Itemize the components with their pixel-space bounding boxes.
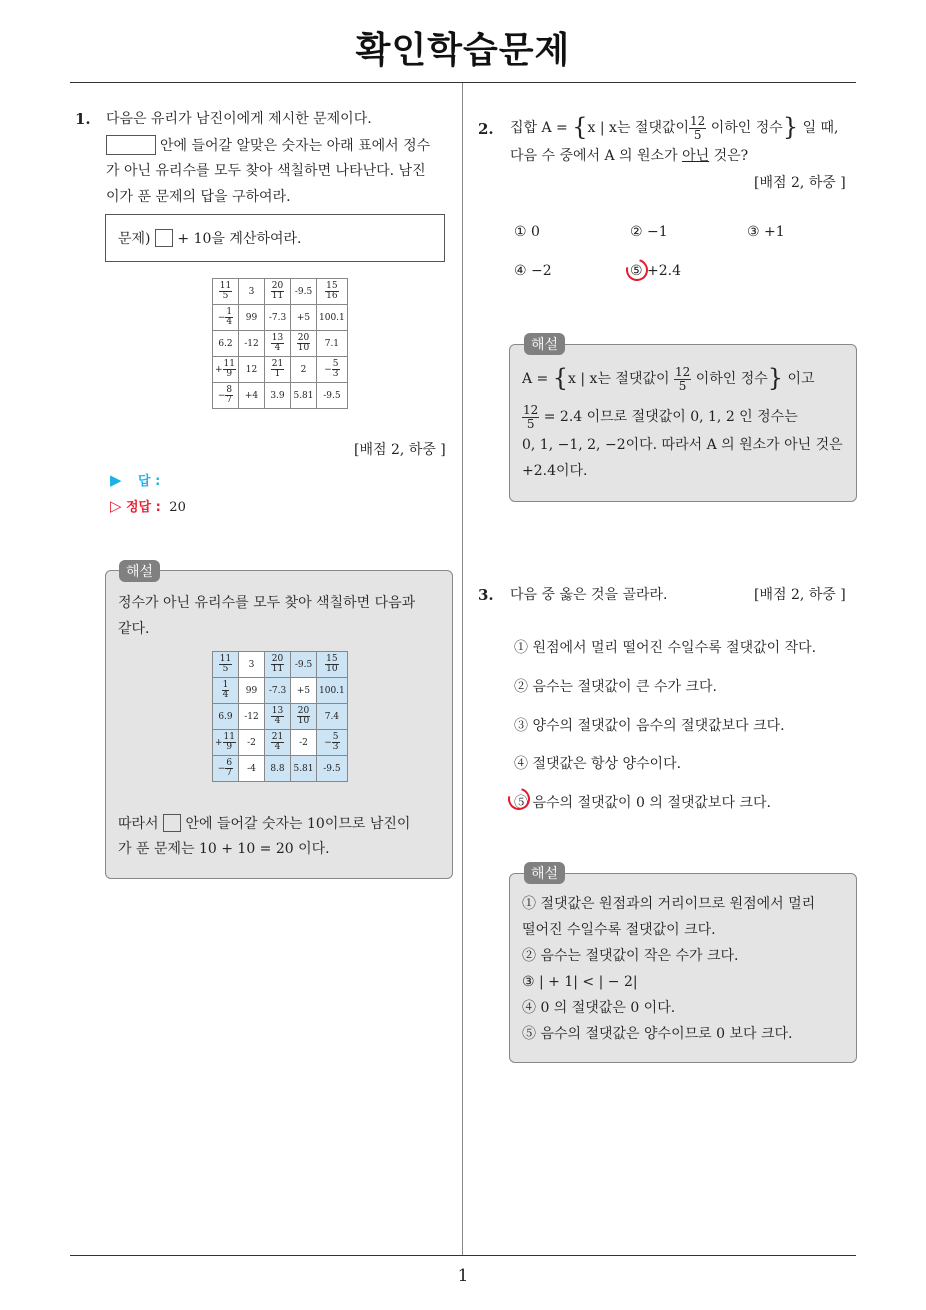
q1-score: [배점 2, 하중 ] [354, 442, 446, 458]
q1-problem-box [105, 214, 445, 262]
grid-cell: $\frac{20}{10}$ [291, 704, 317, 730]
q1-line4: 이가 푼 문제의 답을 구하여라. [106, 189, 291, 205]
grid-cell: 2 [291, 357, 317, 383]
play-icon: ▶ [110, 471, 122, 489]
grid-cell: +5 [291, 305, 317, 331]
left-brace: { [572, 113, 588, 141]
q3-sol-line3: ② 음수는 절댓값이 작은 수가 크다. [522, 948, 739, 964]
grid-cell: +5 [291, 678, 317, 704]
q2-stem-after: 일 때, [802, 120, 839, 136]
grid-cell: 99 [239, 678, 265, 704]
q3-sol-line5: ④ 0 의 절댓값은 0 이다. [522, 1000, 676, 1016]
q2-option-3[interactable]: ③ +1 [747, 224, 785, 240]
q3-option-2[interactable]: ② 음수는 절댓값이 큰 수가 크다. [514, 679, 717, 695]
grid-row [213, 279, 348, 305]
q3-sol-line6: ⑤ 음수의 절댓값은 양수이므로 0 보다 크다. [522, 1026, 793, 1042]
q2-sol-line3: 0, 1, −1, 2, −2이다. 따라서 A 의 원소가 아닌 것은 [522, 437, 843, 453]
q2-option-1[interactable]: ① 0 [514, 224, 540, 240]
column-divider [462, 83, 463, 1255]
q3-option-4[interactable]: ④ 절댓값은 항상 양수이다. [514, 756, 682, 772]
grid-cell: − $\frac{8}{7}$ [213, 383, 239, 409]
q1-line3: 가 아닌 유리수를 모두 찾아 색칠하면 나타난다. 남진 [106, 163, 426, 179]
sol-line3-prefix: 따라서 [118, 816, 159, 832]
q3-number: 3. [478, 586, 494, 604]
grid-cell: 6.2 [213, 331, 239, 357]
grid-cell: 7.4 [317, 704, 348, 730]
grid-cell: -9.5 [291, 652, 317, 678]
q3-solution-tag: 해설 [524, 862, 565, 884]
right-brace: } [782, 113, 799, 141]
problem-prefix: 문제) [118, 231, 151, 247]
grid-cell: − $\frac{5}{3}$ [317, 357, 348, 383]
q2-option-2[interactable]: ② −1 [630, 224, 668, 240]
grid-cell: $\frac{13}{4}$ [265, 704, 291, 730]
grid-cell: + $\frac{11}{9}$ [213, 357, 239, 383]
bottom-rule [70, 1255, 856, 1256]
correct-label: 정답 : [126, 500, 161, 515]
q2-line2-before: 다음 수 중에서 A 의 원소가 [510, 148, 678, 164]
q1-sol-line4: 가 푼 문제는 10 + 10 = 20 이다. [118, 841, 330, 857]
grid-cell: -7.3 [265, 305, 291, 331]
grid-cell: 8.8 [265, 756, 291, 782]
grid-row [213, 730, 348, 756]
grid-cell: +4 [239, 383, 265, 409]
grid-cell: -2 [239, 730, 265, 756]
grid-cell: -2 [291, 730, 317, 756]
problem-suffix: + 10을 계산하여라. [177, 231, 302, 247]
grid-cell: $\frac{20}{11}$ [265, 652, 291, 678]
answer-label: 답 : [138, 474, 161, 489]
grid-cell: -12 [239, 331, 265, 357]
q3-sol-line2: 떨어진 수일수록 절댓값이 크다. [522, 922, 716, 938]
problem-blank [155, 229, 173, 247]
q3-option-1[interactable]: ① 원점에서 멀리 떨어진 수일수록 절댓값이 작다. [514, 640, 817, 656]
grid-cell: $\frac{11}{5}$ [213, 279, 239, 305]
q2-stem [510, 112, 839, 146]
q1-line2 [106, 135, 430, 156]
q1-sol-line3 [118, 814, 410, 834]
q3-option-5[interactable]: ⑤ 음수의 절댓값이 0 의 절댓값보다 크다. [514, 795, 771, 811]
answer-blank [106, 135, 156, 155]
top-rule [70, 82, 856, 83]
grid-cell: $\frac{20}{11}$ [265, 279, 291, 305]
sol-line3-suffix: 안에 들어갈 숫자는 10이므로 남진이 [185, 816, 411, 832]
grid-cell: $\frac{1}{4}$ [213, 678, 239, 704]
grid-row [213, 756, 348, 782]
q1-sol-line2: 같다. [118, 621, 150, 637]
grid-cell: $\frac{15}{16}$ [317, 279, 348, 305]
q2-line2-underlined: 아닌 [682, 148, 710, 164]
grid-cell: 3 [239, 279, 265, 305]
grid-row [213, 652, 348, 678]
q1-solution-box [105, 570, 453, 879]
q2-option-4[interactable]: ④ −2 [514, 263, 552, 279]
q2-line2-after: 것은? [713, 148, 749, 164]
grid-cell: 6.9 [213, 704, 239, 730]
q1-correct-row [110, 496, 186, 515]
grid-cell: 99 [239, 305, 265, 331]
grid-cell: $\frac{20}{10}$ [291, 331, 317, 357]
q2-set-tail: 이하인 정수 [710, 120, 783, 136]
grid-cell: + $\frac{11}{9}$ [213, 730, 239, 756]
grid-cell: − $\frac{1}{4}$ [213, 305, 239, 331]
q1-line2-text: 안에 들어갈 알맞은 숫자는 아래 표에서 정수 [160, 138, 431, 154]
q3-sol-line1: ① 절댓값은 원점과의 거리이므로 원점에서 멀리 [522, 896, 816, 912]
q1-sol-line1: 정수가 아닌 유리수를 모두 찾아 색칠하면 다음과 [118, 595, 416, 611]
grid-cell: 100.1 [317, 305, 348, 331]
grid-cell: 100.1 [317, 678, 348, 704]
q2-answer-circle-mark [622, 255, 652, 285]
grid-cell: -4 [239, 756, 265, 782]
grid-cell: $\frac{21}{4}$ [265, 730, 291, 756]
grid-row [213, 305, 348, 331]
grid-cell: -9.5 [291, 279, 317, 305]
q2-stem-prefix: 집합 A = [510, 120, 568, 136]
q3-sol-line4: ③ | + 1| < | − 2| [522, 974, 638, 990]
q3-option-3[interactable]: ③ 양수의 절댓값이 음수의 절댓값보다 크다. [514, 718, 785, 734]
grid-cell: -7.3 [265, 678, 291, 704]
q1-number-grid [212, 278, 348, 409]
q2-solution-box [509, 344, 857, 502]
q2-sol-line2: $\frac{12}{5}$ = 2.4 이므로 절댓값이 0, 1, 2 인 정수는 [523, 402, 798, 431]
q2-option-5[interactable]: ⑤ +2.4 [630, 263, 681, 279]
q1-line1: 다음은 유리가 남진이에게 제시한 문제이다. [106, 111, 372, 127]
q1-answer-row [110, 470, 160, 489]
q2-sol-line4: +2.4이다. [522, 463, 588, 479]
grid-row [213, 383, 348, 409]
grid-row [213, 704, 348, 730]
q3-stem: 다음 중 옳은 것을 골라라. [510, 587, 668, 603]
q2-sol-line1: A = {x | x는 절댓값이 $\frac{12}{5}$ 이하인 정수} 이고 [522, 364, 815, 393]
grid-cell: $\frac{13}{4}$ [265, 331, 291, 357]
grid-cell: 3 [239, 652, 265, 678]
q2-set-body: x | x는 절댓값이 [587, 120, 690, 136]
grid-cell: 3.9 [265, 383, 291, 409]
q3-solution-box [509, 873, 857, 1063]
grid-cell: − $\frac{6}{7}$ [213, 756, 239, 782]
q1-number: 1. [75, 110, 91, 128]
grid-row [213, 357, 348, 383]
q1-solution-tag: 해설 [119, 560, 160, 582]
grid-cell: 5.81 [291, 383, 317, 409]
q1-sol-grid [212, 651, 348, 782]
grid-cell: $\frac{15}{10}$ [317, 652, 348, 678]
correct-value: 20 [169, 500, 186, 515]
grid-row [213, 678, 348, 704]
grid-cell: 7.1 [317, 331, 348, 357]
grid-cell: − $\frac{5}{3}$ [317, 730, 348, 756]
play-outline-icon: ▷ [110, 497, 122, 515]
grid-cell: 5.81 [291, 756, 317, 782]
q2-line2 [510, 146, 748, 166]
q2-solution-tag: 해설 [524, 333, 565, 355]
grid-cell: $\frac{21}{1}$ [265, 357, 291, 383]
sol-blank [163, 814, 181, 832]
q3-score: [배점 2, 하중 ] [754, 587, 846, 603]
grid-cell: -12 [239, 704, 265, 730]
grid-row [213, 331, 348, 357]
grid-cell: 12 [239, 357, 265, 383]
q2-score: [배점 2, 하중 ] [754, 175, 846, 191]
q2-fraction: $\frac{12}{5}$ [690, 113, 706, 142]
grid-cell: -9.5 [317, 383, 348, 409]
q2-number: 2. [478, 120, 494, 138]
grid-cell: $\frac{11}{5}$ [213, 652, 239, 678]
page-title: 확인학습문제 [355, 30, 571, 71]
page-number: 1 [457, 1266, 469, 1286]
grid-cell: -9.5 [317, 756, 348, 782]
